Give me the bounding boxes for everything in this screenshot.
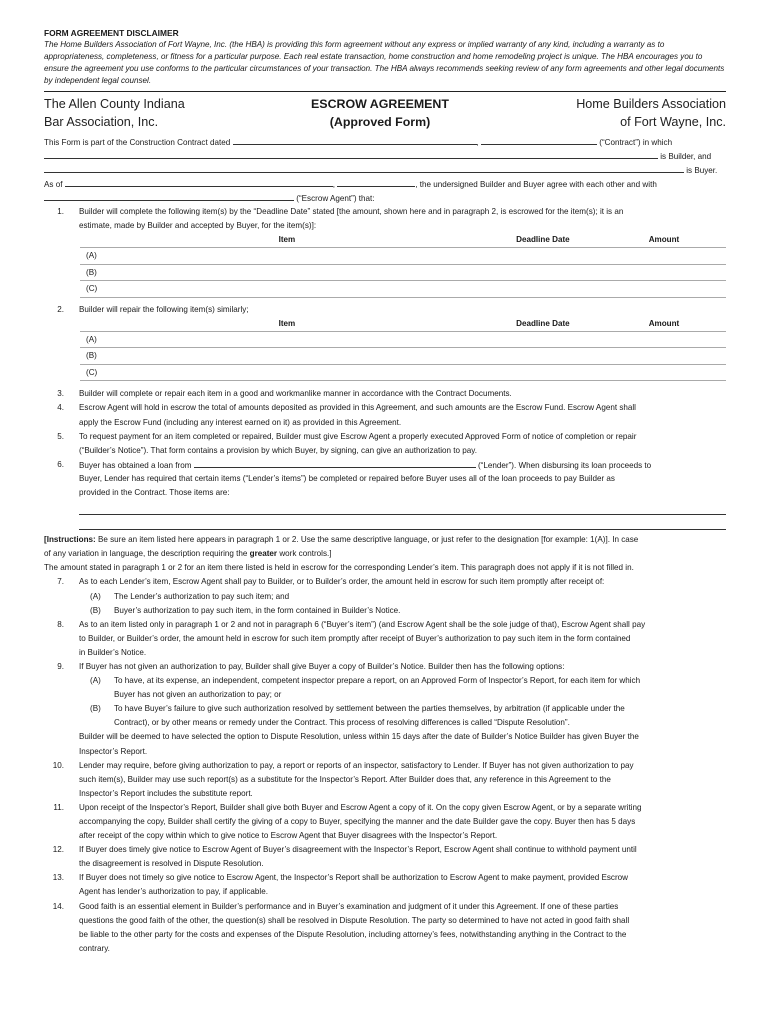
paragraph-number: 4.	[57, 403, 64, 413]
deadline-column-header: Deadline Date	[516, 318, 570, 328]
as-of-year-field[interactable]	[337, 177, 415, 187]
escrow-agent-field[interactable]	[44, 191, 294, 201]
table-row[interactable]: (A)	[80, 247, 726, 264]
items-table-1	[80, 233, 726, 298]
lender-name-field[interactable]	[194, 458, 476, 468]
intro-line-1: This Form is part of the Construction Contract dated , (“Contract”) in which	[44, 135, 726, 149]
paragraph-9: 9. If Buyer has not given an authorization to pay, Builder shall give Buyer a copy of Builder’s Notice. Builder then has the following options:	[44, 660, 726, 674]
paragraph-number: 12.	[52, 845, 64, 855]
escrow-agreement-page	[44, 28, 726, 956]
header-rule	[44, 91, 726, 92]
paragraph-number: 6.	[57, 459, 64, 469]
paragraph-8: 8. As to an item listed only in paragraph 1 or 2 and not in paragraph 6 (“Buyer’s item”) (and Escrow Agent shall be the sole judge of that), Escrow Agent shall pay to Builder, or Builder’s order, the amount held in escrow for such item promptly after receipt of Buyer’s authorization to pay such item in the form contained in Builder’s Notice.	[44, 618, 726, 660]
lender-items-field-1[interactable]	[79, 503, 726, 515]
paragraph-number: 2.	[57, 304, 64, 314]
paragraph-9-a: (A) To have, at its expense, an independent, competent inspector prepare a report, on an Approved Form of Inspector’s Report, for each item for which Buyer has not given an authorization to pay; or	[90, 676, 641, 700]
amount-column-header: Amount	[648, 235, 680, 245]
contract-date-year-field[interactable]	[481, 135, 597, 145]
table-header	[80, 317, 726, 331]
intro-line-2: is Builder, and	[44, 149, 726, 163]
paragraph-7-b: (B) Buyer’s authorization to pay such item, in the form contained in Builder’s Notice.	[90, 605, 401, 615]
paragraph-5: 5. To request payment for an item completed or repaired, Builder must give Escrow Agent a properly executed Approved Form of notice of completion or repair (“Builder’s Notice”). That form contains a provision by which Buyer, by signing, can give an authorization to pay.	[44, 430, 726, 458]
builders-association-line2: of Fort Wayne, Inc.	[620, 114, 726, 129]
table-row[interactable]: (B)	[80, 264, 726, 281]
bar-association-line2: Bar Association, Inc.	[44, 114, 159, 129]
items-table-2	[80, 317, 726, 382]
form-title-line2: (Approved Form)	[329, 114, 431, 129]
table-header	[80, 233, 726, 247]
instructions: [Instructions: Be sure an item listed here appears in paragraph 1 or 2. Use the same descriptive language, or just refer to the designation [for example: 1(A)]. In case of any variation in language, the description requiring the greater work controls.]	[44, 535, 639, 559]
intro-line-4: As of , , the undersigned Builder and Buyer agree with each other and with	[44, 177, 726, 191]
paragraph-number: 11.	[53, 802, 64, 812]
buyer-name-field[interactable]	[44, 163, 684, 173]
paragraph-14: 14. Good faith is an essential element in Builder’s performance and in Buyer’s examination and judgment of it under this Agreement. If one of these parties questions the good faith of the other, the question(s) shall be resolved in Dispute Resolution. The party so determined to have not acted in good faith shall be liable to the other party for the costs and expenses of the Dispute Resolution, including attorney’s fees, notwithstanding anything in the Contract to the contrary.	[44, 900, 726, 956]
contract-date-field[interactable]	[233, 135, 477, 145]
disclaimer-title: FORM AGREEMENT DISCLAIMER	[44, 28, 179, 38]
instructions-label: [Instructions:	[44, 535, 96, 545]
paragraph-number: 13.	[52, 873, 64, 883]
paragraph-number: 10.	[52, 760, 64, 770]
item-column-header: Item	[278, 318, 296, 328]
amount-column-header: Amount	[648, 318, 680, 328]
paragraph-number: 3.	[57, 389, 64, 399]
paragraph-9-tail: Builder will be deemed to have selected the option to Dispute Resolution, unless within 15 days after the date of Builder’s Notice Builder has given Buyer the Inspector’s Report.	[79, 732, 639, 756]
paragraph-10: 10. Lender may require, before giving authorization to pay, a report or reports of an inspector, satisfactory to Lender. If Buyer has not given authorization to pay such item(s), Builder may use such report(s) as a substitute for the Inspector’s Report. After Builder does that, any reference in this Agreement to the Inspector’s Report includes the substitute report.	[44, 759, 726, 801]
paragraph-6: 6. Buyer has obtained a loan from (“Lender”). When disbursing its loan proceeds to Buyer, Lender has required that certain items (“Lender’s items”) be completed or repaired before Buyer uses all of the loan proceeds to pay Builder as provided in the Contract. Those items are:	[44, 458, 726, 530]
amount-note: The amount stated in paragraph 1 or 2 for an item there listed is held in escrow for the corresponding Lender’s item. This paragraph does not apply if it is not filled in.	[44, 563, 634, 573]
table-row[interactable]: (A)	[80, 331, 726, 348]
paragraph-number: 5.	[57, 431, 64, 441]
builders-association-name	[516, 95, 726, 131]
item-column-header: Item	[278, 235, 296, 245]
bar-association-name	[44, 95, 244, 131]
paragraph-12: 12. If Buyer does timely give notice to Escrow Agent of Buyer’s disagreement with the Inspector’s Report, Escrow Agent shall continue to withhold payment until the disagreement is resolved in Dispute Resolution.	[44, 843, 726, 871]
paragraph-number: 7.	[57, 577, 64, 587]
paragraph-7: 7. As to each Lender’s item, Escrow Agent shall pay to Builder, or to Builder’s order, the amount held in escrow for such item promptly after receipt of:	[44, 575, 726, 589]
form-header	[44, 95, 726, 131]
paragraph-number: 14.	[52, 901, 64, 911]
intro-line-5: (“Escrow Agent”) that:	[44, 191, 726, 205]
paragraph-2: 2. Builder will repair the following item(s) similarly;	[44, 303, 726, 317]
paragraph-7-a: (A) The Lender’s authorization to pay such item; and	[90, 591, 290, 601]
table-row[interactable]: (C)	[80, 364, 726, 382]
lender-items-field-2[interactable]	[79, 518, 726, 530]
paragraph-number: 8.	[57, 619, 64, 629]
paragraph-9-b: (B) To have Buyer’s failure to give such authorization resolved by settlement between the parties themselves, by arbitration (if applicable under the Contract), or by other means or remedy under the Contract. This process of resolving differences is called “Dispute Resolution”.	[90, 704, 625, 728]
paragraph-11: 11. Upon receipt of the Inspector’s Report, Builder shall give both Buyer and Escrow Agent a copy of it. On the copy given Escrow Agent, or by a separate writing accompanying the copy, Builder shall certify the giving of a copy to Buyer, specifying the manner and the date Builder gave the copy. Buyer then has 5 days after receipt of the copy within which to give notice to Escrow Agent that Buyer disagrees with the Inspector’s Report.	[44, 801, 726, 843]
as-of-date-field[interactable]	[65, 177, 333, 187]
form-title	[244, 95, 516, 131]
table-row[interactable]: (B)	[80, 347, 726, 364]
form-title-line1: ESCROW AGREEMENT	[311, 96, 449, 111]
paragraph-13: 13. If Buyer does not timely so give notice to Escrow Agent, the Inspector’s Report shall be authorization to Escrow Agent to make payment, provided Escrow Agent has lender’s authorization to pay, if applicable.	[44, 871, 726, 899]
paragraph-3: 3. Builder will complete or repair each item in a good and workmanlike manner in accordance with the Contract Documents.	[44, 387, 726, 401]
intro	[44, 135, 726, 205]
paragraph-4: 4. Escrow Agent will hold in escrow the total of amounts deposited as provided in this Agreement, and such amounts are the Escrow Fund. Escrow Agent shall apply the Escrow Fund (including any interest earned on it) as provided in this Agreement.	[44, 401, 726, 429]
disclaimer-text: The Home Builders Association of Fort Wayne, Inc. (the HBA) is providing this form agreement without any express or implied warranty of any kind, including a warranty as to appropriateness, completeness, or fitness for a particular purpose. Each real estate transaction, home construction and home remodeling project is unique. The HBA encourages you to ensure the agreement you use conforms to the particular circumstances of your transaction. The HBA always recommends seeking review of any form agreements and other legal documents by independent legal counsel.	[44, 40, 725, 85]
table-row[interactable]: (C)	[80, 280, 726, 298]
builders-association-line1: Home Builders Association	[576, 96, 726, 111]
disclaimer	[44, 28, 726, 87]
deadline-column-header: Deadline Date	[516, 235, 570, 245]
paragraph-number: 1.	[57, 207, 64, 217]
paragraph-number: 9.	[57, 661, 64, 671]
intro-line-3: is Buyer.	[44, 163, 726, 177]
bar-association-line1: The Allen County Indiana	[44, 96, 185, 111]
paragraph-1: 1. Builder will complete the following item(s) by the “Deadline Date” stated [the amount, shown here and in paragraph 2, is escrowed for the item(s); it is an estimate, made by Builder and accepted by Buyer, for the item(s)]:	[44, 205, 726, 233]
builder-name-field[interactable]	[44, 149, 658, 159]
